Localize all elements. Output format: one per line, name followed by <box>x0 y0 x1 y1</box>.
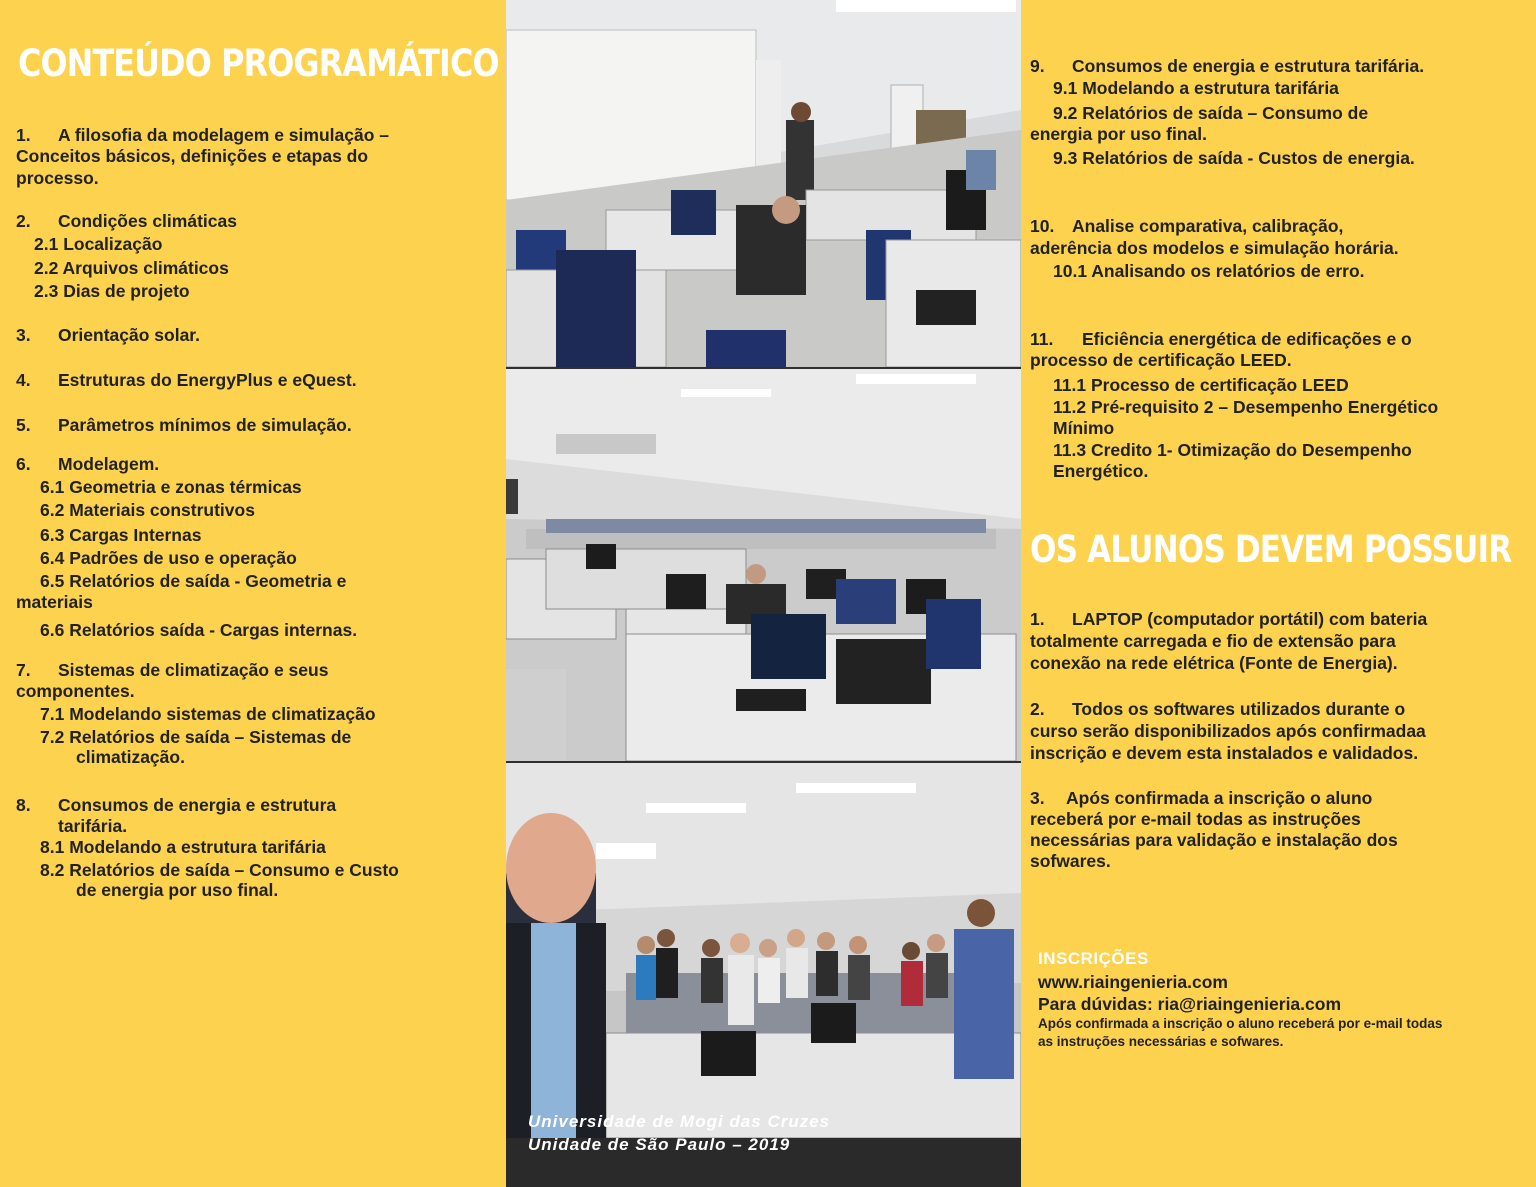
subitem: 2.2 Arquivos climáticos <box>34 258 229 278</box>
item-10-cont: aderência dos modelos e simulação horária. <box>1030 238 1399 258</box>
subitem: 8.2 Relatórios de saída – Consumo e Custo <box>40 860 399 880</box>
item-7-cont: componentes. <box>16 681 135 701</box>
requirement-1: 1. LAPTOP (computador portátil) com bateria <box>1030 609 1428 629</box>
item-7: 7. Sistemas de climatização e seus <box>16 660 329 680</box>
subitem-cont: energia por uso final. <box>1030 124 1207 144</box>
classroom-photo-students <box>506 369 1021 761</box>
subitem-cont: climatização. <box>76 747 185 767</box>
item-3: 3. Orientação solar. <box>16 325 201 345</box>
subitem: 9.1 Modelando a estrutura tarifária <box>1053 78 1339 98</box>
registration-note: as instruções necessárias e sofwares. <box>1038 1034 1284 1049</box>
item-8: 8. Consumos de energia e estrutura <box>16 795 337 815</box>
subitem: 6.2 Materiais construtivos <box>40 500 255 520</box>
subitem: 6.5 Relatórios de saída - Geometria e <box>40 571 347 591</box>
registration-note: Após confirmada a inscrição o aluno receberá por e-mail todas <box>1038 1016 1443 1031</box>
subitem-cont: materiais <box>16 592 93 612</box>
subitem: 11.1 Processo de certificação LEED <box>1053 375 1349 395</box>
photo-caption-university: Universidade de Mogi das Cruzes <box>528 1112 831 1131</box>
class-group-photo <box>506 763 1021 1138</box>
subitem: 9.3 Relatórios de saída - Custos de energia. <box>1053 148 1415 168</box>
item-2: 2. Condições climáticas <box>16 211 237 231</box>
item-11-cont: processo de certificação LEED. <box>1030 350 1292 370</box>
item-1-cont: processo. <box>16 168 99 188</box>
subitem: 11.2 Pré-requisito 2 – Desempenho Energético <box>1053 397 1439 417</box>
requirement-2-cont: inscrição e devem esta instalados e validados. <box>1030 743 1419 763</box>
item-8-cont: tarifária. <box>58 816 128 836</box>
requirement-3-cont: necessárias para validação e instalação dos <box>1030 830 1398 850</box>
subitem: 7.2 Relatórios de saída – Sistemas de <box>40 727 352 747</box>
item-9: 9. Consumos de energia e estrutura tarifária. <box>1030 56 1425 76</box>
requirement-3-cont: receberá por e-mail todas as instruções <box>1030 809 1361 829</box>
requirement-2: 2. Todos os softwares utilizados durante o <box>1030 699 1406 719</box>
students-requirements-heading: OS ALUNOS DEVEM POSSUIR <box>1030 528 1512 571</box>
registration-website-link[interactable]: www.riaingenieria.com <box>1038 972 1228 992</box>
program-content-heading: CONTEÚDO PROGRAMÁTICO <box>18 42 499 85</box>
registrations-title: INSCRIÇÕES <box>1038 949 1149 968</box>
subitem: 8.1 Modelando a estrutura tarifária <box>40 837 326 857</box>
subitem: 11.3 Credito 1- Otimização do Desempenho <box>1053 440 1412 460</box>
subitem-cont: de energia por uso final. <box>76 880 279 900</box>
requirement-1-cont: totalmente carregada e fio de extensão para <box>1030 631 1396 651</box>
requirement-3: 3. Após confirmada a inscrição o aluno <box>1030 788 1373 808</box>
requirement-1-cont: conexão na rede elétrica (Fonte de Energia). <box>1030 653 1398 673</box>
item-5: 5. Parâmetros mínimos de simulação. <box>16 415 352 435</box>
item-1: 1. A filosofia da modelagem e simulação – <box>16 125 389 145</box>
subitem: 6.6 Relatórios saída - Cargas internas. <box>40 620 358 640</box>
item-4: 4. Estruturas do EnergyPlus e eQuest. <box>16 370 357 390</box>
subitem: 7.1 Modelando sistemas de climatização <box>40 704 376 724</box>
subitem-cont: Energético. <box>1053 461 1149 481</box>
item-1-cont: Conceitos básicos, definições e etapas do <box>16 146 369 166</box>
subitem: 6.1 Geometria e zonas térmicas <box>40 477 302 497</box>
requirement-2-cont: curso serão disponibilizados após confirmadaa <box>1030 721 1426 741</box>
contact-email[interactable]: Para dúvidas: ria@riaingenieria.com <box>1038 994 1342 1014</box>
item-6: 6. Modelagem. <box>16 454 160 474</box>
subitem: 10.1 Analisando os relatórios de erro. <box>1053 261 1365 281</box>
photo-caption-unit-year: Unidade de São Paulo – 2019 <box>528 1135 791 1154</box>
subitem: 6.4 Padrões de uso e operação <box>40 548 297 568</box>
subitem: 9.2 Relatórios de saída – Consumo de <box>1053 103 1369 123</box>
subitem: 6.3 Cargas Internas <box>40 525 202 545</box>
classroom-photo-instructor <box>506 0 1021 367</box>
subitem-cont: Mínimo <box>1053 418 1115 438</box>
requirement-3-cont: sofwares. <box>1030 851 1111 871</box>
subitem: 2.3 Dias de projeto <box>34 281 190 301</box>
item-10: 10. Analise comparativa, calibração, <box>1030 216 1344 236</box>
photo-column <box>506 0 1021 1187</box>
subitem: 2.1 Localização <box>34 234 163 254</box>
item-11: 11. Eficiência energética de edificações e o <box>1030 329 1412 349</box>
